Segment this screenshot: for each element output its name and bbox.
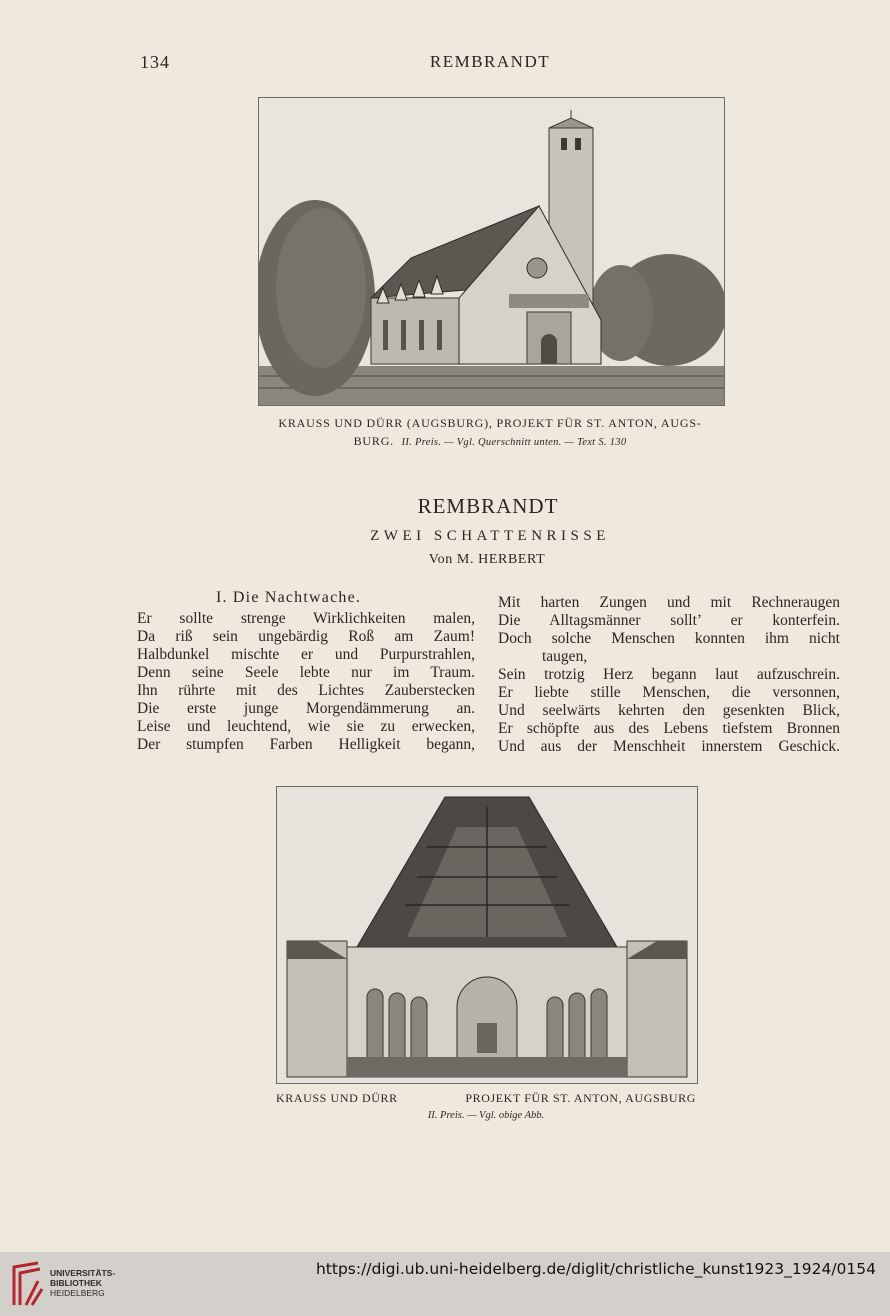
poem-line: Ihn rührte mit des Lichtes Zauberstecken bbox=[137, 682, 475, 699]
poem-line: Er liebte stille Menschen, die versonnen, bbox=[498, 684, 840, 701]
article-author: Von M. HERBERT bbox=[428, 552, 546, 567]
poem-heading: I. Die Nachtwache. bbox=[216, 589, 362, 606]
poem-line: Die erste junge Morgendämmerung an. bbox=[137, 700, 475, 717]
bottom-caption-note: II. Preis. — Vgl. obige Abb. bbox=[427, 1110, 545, 1121]
poem-line: Er schöpfte aus des Lebens tiefstem Bronnen bbox=[498, 720, 840, 737]
poem-right-column bbox=[498, 594, 840, 756]
church-exterior-illustration bbox=[258, 97, 725, 406]
poem-line: Mit harten Zungen und mit Rechneraugen bbox=[498, 594, 840, 611]
poem-line: Er sollte strenge Wirklichkeiten malen, bbox=[137, 610, 475, 627]
poem-line: Der stumpfen Farben Helligkeit begann, bbox=[137, 736, 475, 753]
top-caption-line2: BURG. bbox=[353, 434, 394, 448]
poem-line: Und aus der Menschheit innerstem Geschick. bbox=[498, 738, 840, 755]
bottom-caption-right: PROJEKT FÜR ST. ANTON, AUGSBURG bbox=[465, 1091, 696, 1105]
article-subtitle: ZWEI SCHATTENRISSE bbox=[370, 528, 610, 544]
permalink-url[interactable]: https://digi.ub.uni-heidelberg.de/diglit/christliche_kunst1923_1924/0154 bbox=[315, 1260, 876, 1278]
article-title: REMBRANDT bbox=[417, 494, 559, 518]
library-line2: BIBLIOTHEK bbox=[50, 1278, 102, 1288]
library-line1: UNIVERSITÄTS- bbox=[50, 1268, 116, 1278]
running-title: REMBRANDT bbox=[429, 52, 551, 71]
poem-line: Halbdunkel mischte er und Purpurstrahlen, bbox=[137, 646, 475, 663]
page-number: 134 bbox=[140, 52, 170, 72]
poem-line: Sein trotzig Herz begann laut aufzuschrein. bbox=[498, 666, 840, 683]
poem-line: Da riß sein ungebärdig Roß am Zaum! bbox=[137, 628, 475, 645]
poem-line: taugen, bbox=[542, 648, 588, 665]
poem-line: Leise und leuchtend, wie sie zu erwecken, bbox=[137, 718, 475, 735]
bottom-figure-caption bbox=[276, 1091, 696, 1106]
library-logo-icon bbox=[10, 1261, 44, 1307]
library-name bbox=[50, 1268, 115, 1298]
church-interior-section bbox=[276, 786, 698, 1084]
top-figure-caption bbox=[250, 414, 730, 452]
library-line3: HEIDELBERG bbox=[50, 1288, 105, 1298]
bottom-caption-left: KRAUSS UND DÜRR bbox=[276, 1091, 398, 1105]
poem-line: Denn seine Seele lebte nur im Traum. bbox=[137, 664, 475, 681]
top-caption-note: II. Preis. — Vgl. Querschnitt unten. — Text S. 130 bbox=[401, 437, 627, 448]
poem-left-column bbox=[137, 610, 475, 754]
top-caption-line1: KRAUSS UND DÜRR (AUGSBURG), PROJEKT FÜR ST. ANTON, AUGS- bbox=[278, 416, 702, 430]
poem-line: Doch solche Menschen konnten ihm nicht bbox=[498, 630, 840, 647]
poem-line: Die Alltagsmänner sollt’ er konterfein. bbox=[498, 612, 840, 629]
poem-line: Und seelwärts kehrten den gesenkten Blick, bbox=[498, 702, 840, 719]
